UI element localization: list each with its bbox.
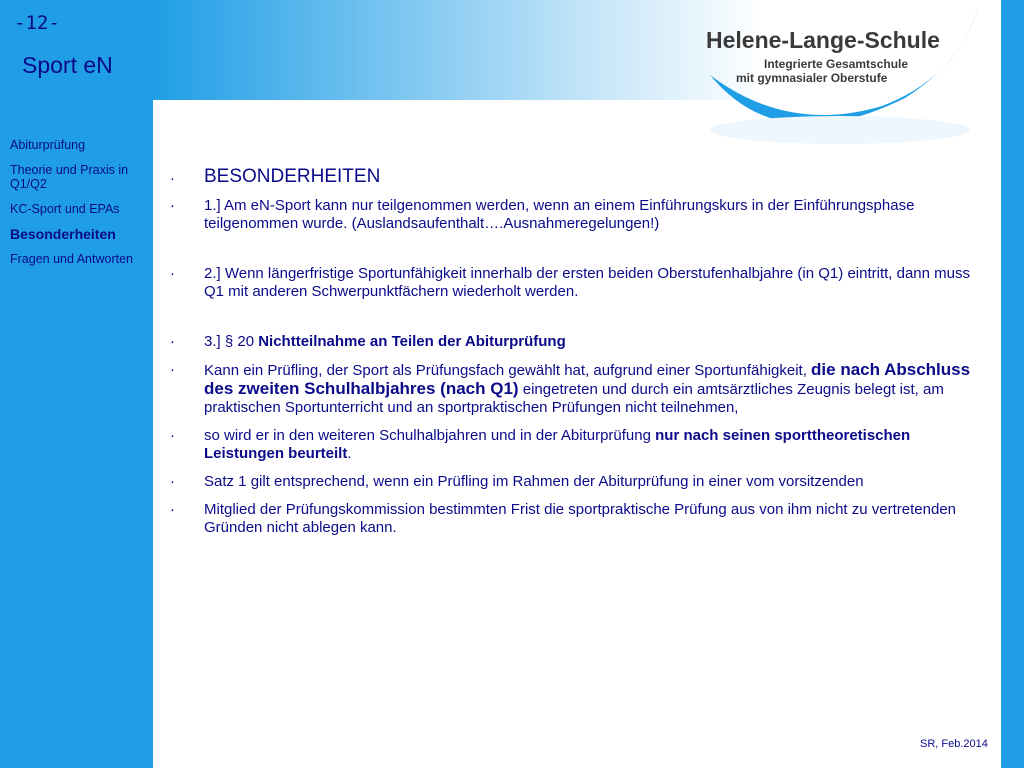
logo-name: Helene-Lange-Schule xyxy=(706,27,940,53)
bullet-marker: · xyxy=(170,170,175,187)
list-item xyxy=(168,361,990,417)
para-4-part-2: eingetreten und durch ein amtsärztliches Zeugnis belegt ist, am praktischen Sportunterricht und an sportpraktischen Prüfungen nicht teilnehmen, xyxy=(204,381,944,416)
main-content xyxy=(168,165,990,547)
point-1-text: 1.] Am eN-Sport kann nur teilgenommen werden, wenn an einem Einführungskurs in der Einführungsphase teilgenommen wurde. (Auslandsaufenthalt….Ausnahmeregelungen!) xyxy=(204,197,915,232)
right-accent-strip xyxy=(1001,0,1024,768)
school-logo xyxy=(690,0,1001,155)
para-7-text: Mitglied der Prüfungskommission bestimmten Frist die sportpraktische Prüfung aus von ihm nicht zu vertretenden Gründen nicht ablegen kann. xyxy=(204,501,956,536)
logo-swoosh-reflection xyxy=(710,116,970,144)
heading-item xyxy=(168,165,990,189)
logo-subtitle-2: mit gymnasialer Oberstufe xyxy=(736,71,888,85)
para-6-text: Satz 1 gilt entsprechend, wenn ein Prüfling im Rahmen der Abiturprüfung in einer vom vorsitzenden xyxy=(204,473,864,490)
bullet-marker: · xyxy=(170,427,175,444)
para-4-bold: die nach Abschluss des zweiten Schulhalbjahres (nach Q1) xyxy=(204,360,971,398)
nav-item-kc-sport[interactable]: KC-Sport und EPAs xyxy=(10,202,120,216)
list-item xyxy=(168,473,990,491)
para-5-part-1: so wird er in den weiteren Schulhalbjahren und in der Abiturprüfung xyxy=(204,427,656,444)
bullet-marker: · xyxy=(170,361,175,378)
nav-item-abiturpruefung[interactable]: Abiturprüfung xyxy=(10,138,86,152)
slide-number: -12- xyxy=(14,12,60,34)
sidebar-nav xyxy=(10,138,153,277)
bullet-marker: · xyxy=(170,501,175,518)
point-3-bold: Nichtteilnahme an Teilen der Abiturprüfung xyxy=(258,333,566,350)
list-item xyxy=(168,333,990,351)
list-item xyxy=(168,265,990,301)
section-title: Sport eN xyxy=(22,52,113,78)
para-4-part-1: Kann ein Prüfling, der Sport als Prüfungsfach gewählt hat, aufgrund einer Sportunfähigkeit, xyxy=(204,362,812,379)
nav-item-fragen-antworten[interactable]: Fragen und Antworten xyxy=(10,252,133,266)
point-3-prefix: 3.] § 20 xyxy=(204,333,259,350)
bullet-marker: · xyxy=(170,473,175,490)
bullet-marker: · xyxy=(170,265,175,282)
footer-credit: SR, Feb.2014 xyxy=(920,738,988,750)
list-item xyxy=(168,197,990,233)
nav-item-theorie-praxis[interactable]: Theorie und Praxis in Q1/Q2 xyxy=(10,163,129,191)
para-5-part-2: . xyxy=(347,445,352,462)
point-2-text: 2.] Wenn längerfristige Sportunfähigkeit innerhalb der ersten beiden Oberstufenhalbjahre (in Q1) eintritt, dann muss Q1 mit anderen Schwerpunktfächern wiederholt werden. xyxy=(204,265,970,300)
para-5-bold: nur nach seinen sporttheoretischen Leistungen beurteilt xyxy=(204,427,911,462)
logo-subtitle-1: Integrierte Gesamtschule xyxy=(764,57,909,71)
bullet-marker: · xyxy=(170,197,175,214)
bullet-marker: · xyxy=(170,333,175,350)
list-item xyxy=(168,427,990,463)
sidebar xyxy=(0,0,153,768)
nav-item-besonderheiten[interactable]: Besonderheiten xyxy=(10,226,116,242)
heading-text: BESONDERHEITEN xyxy=(204,166,381,187)
list-item xyxy=(168,501,990,537)
